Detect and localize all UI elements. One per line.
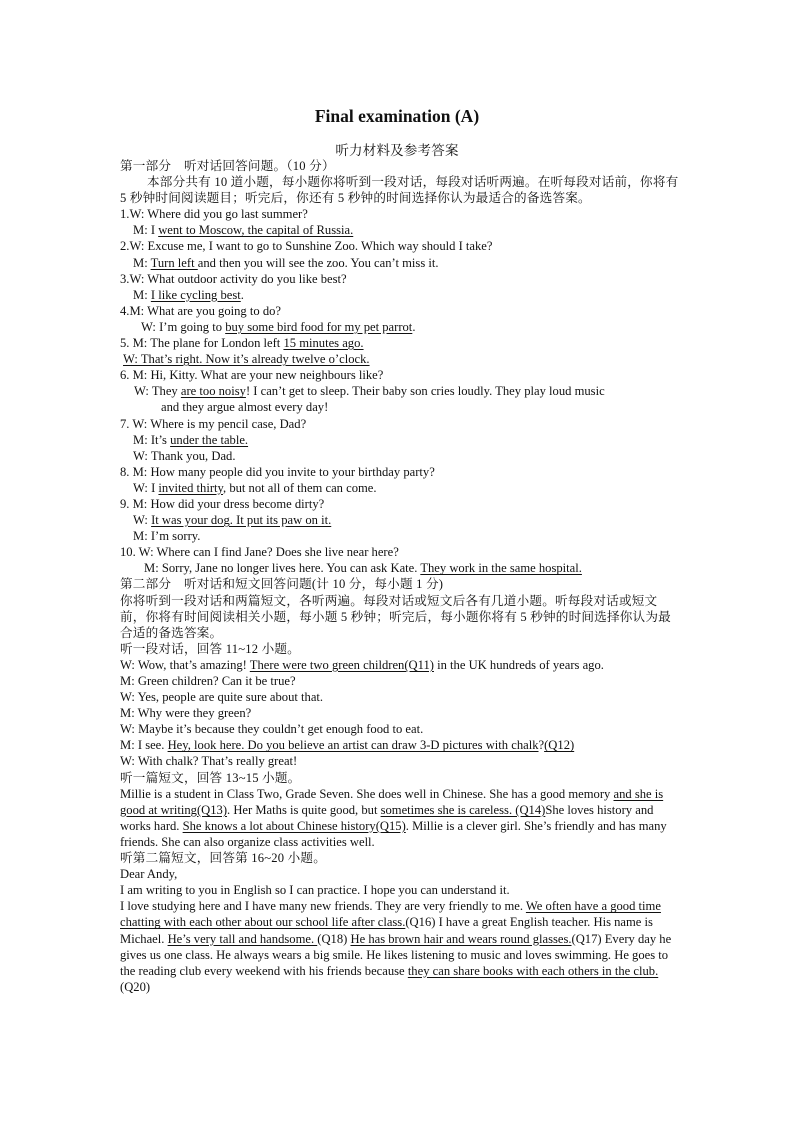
dialogue-line: M: Green children? Can it be true? [120, 674, 296, 688]
q15-answer-underlined: She knows a lot about Chinese history(Q15) [182, 818, 406, 833]
passage1-heading: 听一篇短文，回答 13~15 小题。 [120, 770, 301, 785]
q10-answer: M: Sorry, Jane no longer lives here. You can ask Kate. They work in the same hospital. [144, 561, 582, 576]
q3-answer-underlined: I like cycling best [150, 287, 241, 302]
part1-heading: 第一部分 听对话回答问题。（10 分） [120, 159, 335, 173]
letter-greeting: Dear Andy, [120, 867, 178, 882]
q1-answer-underlined: went to Moscow, the capital of Russia. [158, 223, 354, 238]
q7-answer-underlined: under the table. [170, 432, 249, 447]
q6-question: 6. M: Hi, Kitty. What are your new neighbours like? [120, 368, 384, 383]
passage1-text: Millie is a student in Class Two, Grade Seven. She does well in Chinese. She has a good memory and she is good at writing(Q13). Her Maths is quite good, but sometimes she is careless. (Q14)She loves history and works hard. She knows a lot about Chinese history(Q15). Millie is a clever girl. She’s friendly and has many friends. She can also organize class activities well. [120, 786, 667, 849]
part2-heading: 第二部分 听对话和短文回答问题(计 10 分，每小题 1 分) [120, 577, 444, 592]
dialogue-line: W: Yes, people are quite sure about that. [120, 690, 324, 705]
dialogue-line: M: Why were they green? [120, 706, 252, 721]
q7-reply: W: Thank you, Dad. [133, 448, 236, 463]
q10-answer-underlined: They work in the same hospital. [420, 561, 582, 576]
q7-question: 7. W: Where is my pencil case, Dad? [120, 416, 307, 431]
q18-answer-underlined: He’s very tall and handsome. [167, 931, 318, 946]
q6-answer: W: They are too noisy! I can’t get to sleep. Their baby son cries loudly. They play loud music [134, 384, 605, 399]
q9-answer-underlined: It was your dog. It put its paw on it. [151, 513, 332, 528]
q4-question: 4.M: What are you going to do? [120, 303, 282, 318]
dialogue-line: W: With chalk? That’s really great! [120, 754, 298, 769]
q16-answer-underlined: We often have a good time chatting with each other about our school life after class. [120, 899, 661, 930]
q17-answer-underlined: He has brown hair and wears round glasses. [350, 931, 572, 946]
q3-answer: M: I like cycling best. [133, 287, 244, 302]
q5-question: 5. M: The plane for London left 15 minutes ago. [120, 336, 364, 351]
q9-reply: M: I’m sorry. [133, 529, 201, 544]
q12-label: (Q12) [544, 738, 575, 753]
q5-question-underlined: 15 minutes ago. [283, 336, 364, 351]
q12-answer-underlined: Hey, look here. Do you believe an artist can draw 3-D pictures with chalk [167, 738, 539, 753]
letter-paragraph: I am writing to you in English so I can practice. I hope you can understand it. [120, 883, 510, 898]
part2-instructions: 你将听到一段对话和两篇短文，各听两遍。每段对话或短文后各有几道小题。听每段对话或短文前，你将有时间阅读相关小题，每小题 5 秒钟；听完后，每小题你将有 5 秒钟的时间选择你认为最合适的备选答案。 [120, 593, 671, 640]
q1-question: 1.W: Where did you go last summer? [120, 207, 308, 222]
q14-answer-underlined: sometimes she is careless. (Q14) [380, 802, 546, 817]
dialogue-line: W: Maybe it’s because they couldn’t get enough food to eat. [120, 722, 424, 737]
letter-paragraph: I love studying here and I have many new friends. They are very friendly to me. We often have a good time chatting with each other about our school life after class.(Q16) I have a great English teacher. His name is Michael. He’s very tall and handsome. (Q18) He has brown hair and wears round glasses.(Q17) Every day he gives us one class. He always wears a big smile. He likes listening to music and loves swimming. He goes to the reading club every weekend with his friends because they can share books with each others in the club.(Q20) [120, 899, 672, 994]
q9-question: 9. M: How did your dress become dirty? [120, 496, 325, 511]
dialogue-heading: 听一段对话，回答 11~12 小题。 [120, 641, 300, 656]
dialogue-line: W: Wow, that’s amazing! There were two green children(Q11) in the UK hundreds of years ago. [120, 657, 604, 672]
page-subtitle: 听力材料及参考答案 [335, 143, 459, 158]
q4-answer: W: I’m going to buy some bird food for my pet parrot. [141, 319, 416, 334]
q3-question: 3.W: What outdoor activity do you like best? [120, 271, 347, 286]
q13-answer-underlined: and she is good at writing(Q13) [120, 786, 664, 817]
dialogue-line: M: I see. Hey, look here. Do you believe an artist can draw 3-D pictures with chalk?(Q12) [120, 738, 575, 753]
q8-answer: W: I invited thirty, but not all of them can come. [133, 480, 377, 495]
document-body [120, 158, 680, 995]
q9-answer: W: It was your dog. It put its paw on it. [133, 513, 332, 528]
passage2-heading: 听第二篇短文，回答第 16~20 小题。 [120, 851, 327, 866]
q2-question: 2.W: Excuse me, I want to go to Sunshine Zoo. Which way should I take? [120, 239, 493, 254]
q10-question: 10. W: Where can I find Jane? Does she live near here? [120, 545, 399, 560]
q8-question: 8. M: How many people did you invite to your birthday party? [120, 464, 435, 479]
q2-answer-underlined: Turn left [150, 255, 198, 270]
q6-answer-underlined: are too noisy [180, 384, 246, 399]
q4-answer-underlined: buy some bird food for my pet parrot [225, 319, 413, 334]
part1-instructions: 本部分共有 10 道小题，每小题你将听到一段对话，每段对话听两遍。在听每段对话前，你将有 5 秒钟时间阅读题目；听完后，你还有 5 秒钟的时间选择你认为最适合的备选答案。 [120, 175, 679, 206]
q2-answer: M: Turn left and then you will see the zoo. You can’t miss it. [133, 255, 439, 270]
q5-answer [120, 351, 680, 367]
q1-answer: M: I went to Moscow, the capital of Russia. [133, 223, 354, 238]
page-title: Final examination (A) [314, 106, 480, 126]
q20-answer-underlined: they can share books with each others in the club. [407, 963, 659, 978]
q7-answer: M: It’s under the table. [133, 432, 249, 447]
q5-answer-underlined: W: That’s right. Now it’s already twelve o’clock. [123, 352, 370, 367]
q11-answer-underlined: There were two green children(Q11) [249, 657, 434, 672]
q8-answer-underlined: invited thirty [158, 480, 224, 495]
q6-answer-continued: and they argue almost every day! [161, 400, 329, 415]
